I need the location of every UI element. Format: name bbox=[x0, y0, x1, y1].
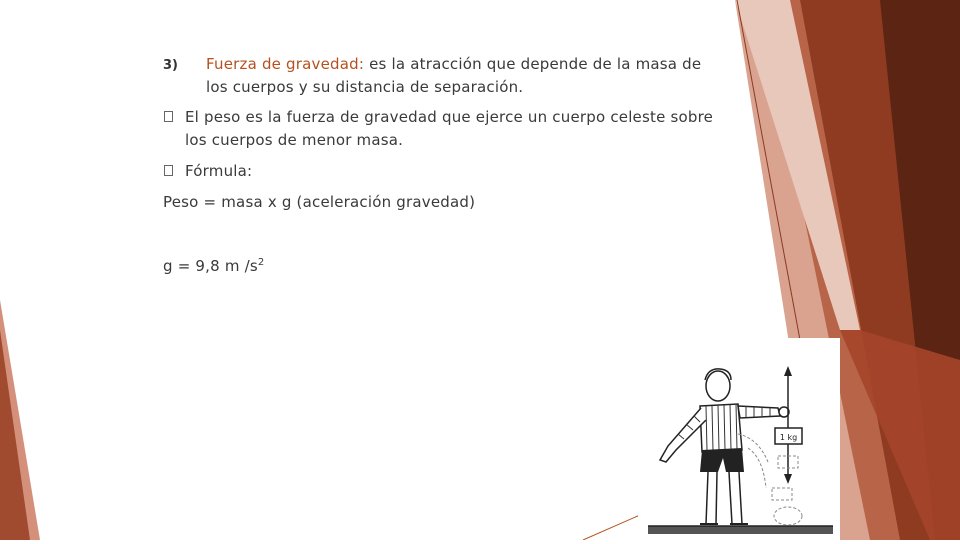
weight-label: 1 kg bbox=[779, 433, 798, 442]
bullet-formula: Fórmula: bbox=[185, 162, 253, 180]
bullet-box-icon bbox=[164, 111, 173, 122]
definition-term: Fuerza de gravedad: bbox=[206, 55, 365, 73]
bullet-peso: El peso es la fuerza de gravedad que ejerce un cuerpo celeste sobre los cuerpos de menor masa. bbox=[185, 108, 714, 149]
item-number: 3) bbox=[163, 58, 178, 73]
gravity-value bbox=[163, 257, 264, 275]
gravity-exponent: 2 bbox=[257, 257, 265, 268]
bullet-box-icon bbox=[164, 165, 173, 176]
gravity-value-text: g = 9,8 m /s bbox=[163, 257, 258, 275]
definition-paragraph bbox=[206, 53, 726, 99]
formula-line: Peso = masa x g (aceleración gravedad) bbox=[163, 193, 476, 211]
person-holding-weight-illustration bbox=[638, 338, 840, 540]
definition-text: es la atracción que depende de la masa de los cuerpos y su distancia de separación. bbox=[206, 55, 702, 96]
